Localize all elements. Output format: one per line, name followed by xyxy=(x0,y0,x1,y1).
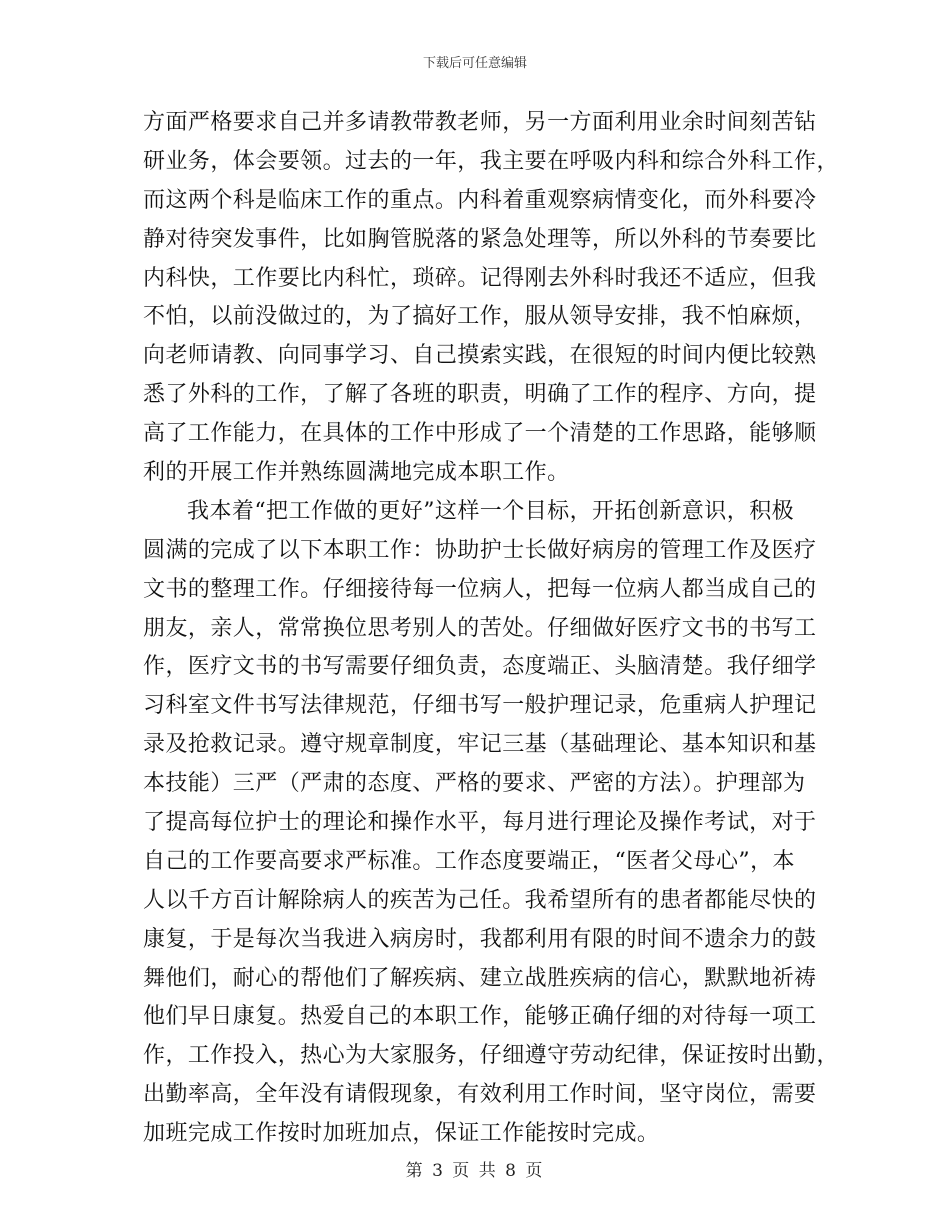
text-line: 本技能）三严（严肃的态度、严格的要求、严密的方法）。护理部为 xyxy=(143,771,806,797)
text-line: 习科室文件书写法律规范，仔细书写一般护理记录，危重病人护理记 xyxy=(143,693,817,719)
text-line: 作，医疗文书的书写需要仔细负责，态度端正、头脑清楚。我仔细学 xyxy=(143,654,817,680)
text-line: 作，工作投入，热心为大家服务，仔细遵守劳动纪律，保证按时出勤， xyxy=(143,1043,839,1069)
paragraph-start-line: 我本着“把工作做的更好”这样一个目标，开拓创新意识，积极 xyxy=(187,498,795,524)
text-line: 方面严格要求自己并多请教带教老师，另一方面利用业余时间刻苦钻 xyxy=(143,110,817,135)
text-line: 研业务，体会要领。过去的一年，我主要在呼吸内科和综合外科工作， xyxy=(143,148,839,174)
text-line: 康复，于是每次当我进入病房时，我都利用有限的时间不遗余力的鼓 xyxy=(143,926,817,952)
page-header: 下载后可任意编辑 xyxy=(422,56,527,71)
text-line: 不怕，以前没做过的，为了搞好工作，服从领导安排，我不怕麻烦， xyxy=(143,304,817,330)
text-line: 他们早日康复。热爱自己的本职工作，能够正确仔细的对待每一项工 xyxy=(143,1004,817,1030)
text-line: 文书的整理工作。仔细接待每一位病人，把每一位病人都当成自己的 xyxy=(143,576,817,602)
text-line: 录及抢救记录。遵守规章制度，牢记三基（基础理论、基本知识和基 xyxy=(143,732,817,758)
text-line: 利的开展工作并熟练圆满地完成本职工作。 xyxy=(143,460,570,486)
text-line: 静对待突发事件，比如胸管脱落的紧急处理等，所以外科的节奏要比 xyxy=(143,226,817,252)
text-line: 自己的工作要高要求严标准。工作态度要端正，“医者父母心”，本 xyxy=(143,848,795,874)
text-line: 圆满的完成了以下本职工作：协助护士长做好病房的管理工作及医疗 xyxy=(143,537,817,563)
text-line: 加班完成工作按时加班加点，保证工作能按时完成。 xyxy=(143,1121,660,1147)
text-line: 高了工作能力，在具体的工作中形成了一个清楚的工作思路，能够顺 xyxy=(143,421,817,447)
text-line: 悉了外科的工作，了解了各班的职责，明确了工作的程序、方向，提 xyxy=(143,382,817,408)
text-line: 朋友，亲人，常常换位思考别人的苦处。仔细做好医疗文书的书写工 xyxy=(143,615,817,641)
text-line: 出勤率高，全年没有请假现象，有效利用工作时间，坚守岗位，需要 xyxy=(143,1082,817,1108)
text-line: 了提高每位护士的理论和操作水平，每月进行理论及操作考试，对于 xyxy=(143,810,817,836)
body-text xyxy=(143,104,839,1154)
text-line: 向老师请教、向同事学习、自己摸索实践，在很短的时间内便比较熟 xyxy=(143,343,817,369)
page-number-footer: 第 3 页 共 8 页 xyxy=(405,1161,545,1181)
text-line: 舞他们，耐心的帮他们了解疾病、建立战胜疾病的信心，默默地祈祷 xyxy=(143,965,817,991)
text-line: 内科快，工作要比内科忙，琐碎。记得刚去外科时我还不适应，但我 xyxy=(143,265,817,291)
text-line: 人以千方百计解除病人的疾苦为己任。我希望所有的患者都能尽快的 xyxy=(143,887,817,913)
text-line: 而这两个科是临床工作的重点。内科着重观察病情变化，而外科要冷 xyxy=(143,187,817,213)
